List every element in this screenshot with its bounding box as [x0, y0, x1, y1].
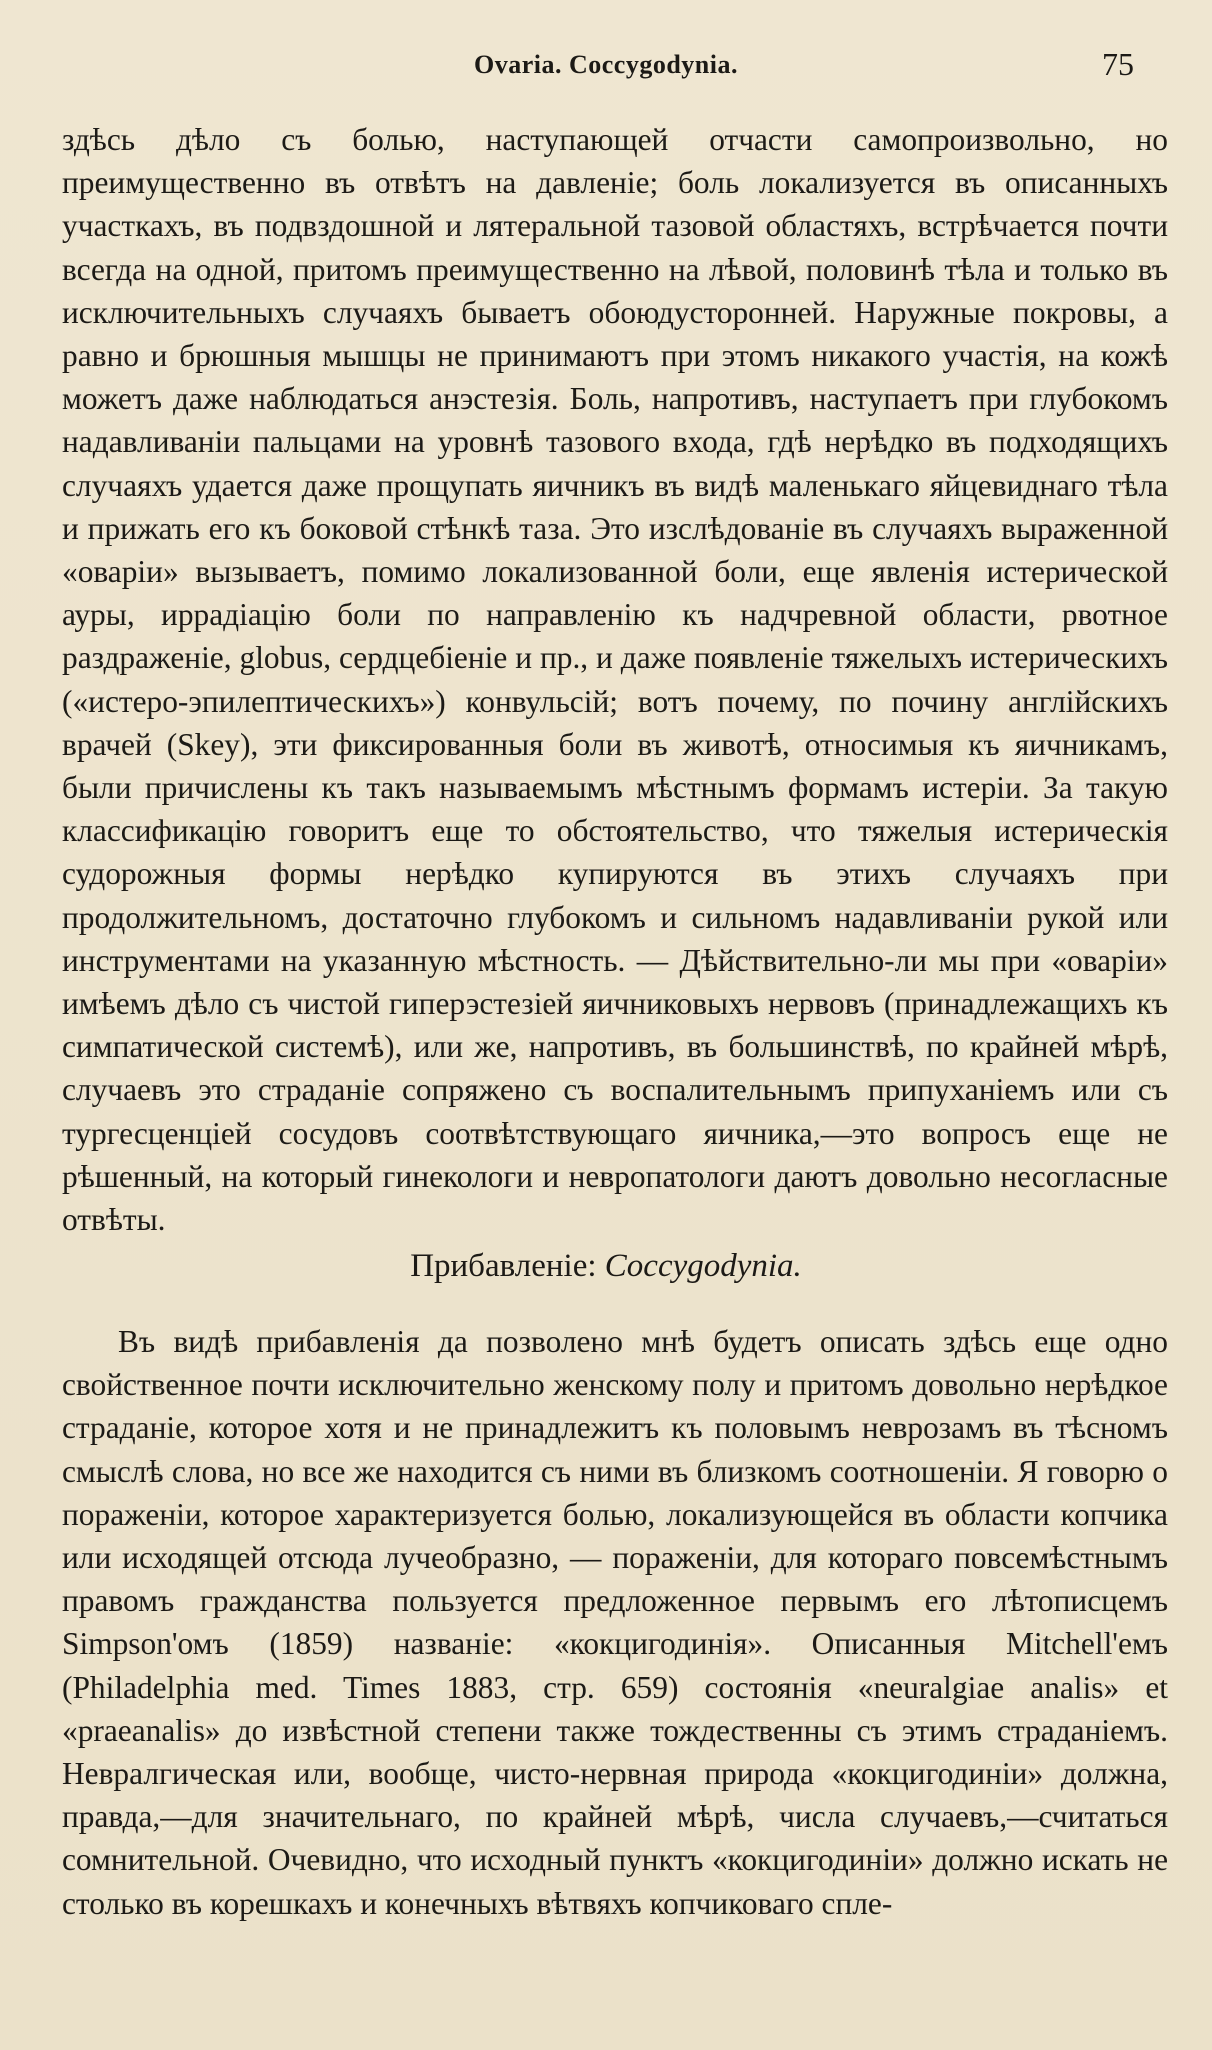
- section-heading-prefix: Прибавленіе:: [410, 1248, 605, 1284]
- body-paragraph: [62, 1320, 1168, 1925]
- section-heading: [0, 1248, 1212, 1285]
- running-title: Ovaria. Coccygodynia.: [474, 50, 738, 79]
- section-heading-latin: Coccygodynia.: [604, 1248, 802, 1284]
- paragraph-text: здѣсь дѣло съ болью, наступающей отчасти самопроизвольно, но преимущественно въ отвѣтъ на давленіе; боль локализуется въ описанныхъ участкахъ, въ подвздошной и лятеральной тазовой областяхъ, встрѣчается почти всегда на одной, притомъ преимущественно на лѣвой, половинѣ тѣла и только въ исключительныхъ случаяхъ бываетъ обоюдусторонней. Наружные покровы, а равно и брюшныя мышцы не принимаютъ при этомъ никакого участія, на кожѣ можетъ даже наблюдаться анэстезія. Боль, напротивъ, наступаетъ при глубокомъ надавливаніи пальцами на уровнѣ тазового входа, гдѣ нерѣдко въ подходящихъ случаяхъ удается даже прощупать яичникъ въ видѣ маленькаго яйцевиднаго тѣла и прижать его къ боковой стѣнкѣ таза. Это изслѣдованіе въ случаяхъ выраженной «оваріи» вызываетъ, помимо локализованной боли, еще явленія истерической ауры, иррадіацію боли по направленію къ надчревной области, рвотное раздраженіе, globus, сердцебіеніе и пр., и даже появленіе тяжелыхъ истерическихъ («истеро-эпилептическихъ») конвульсій; вотъ почему, по почину англійскихъ врачей (Skey), эти фиксированныя боли въ животѣ, относимыя къ яичникамъ, были причислены къ такъ называемымъ мѣстнымъ формамъ истеріи. За такую классификацію говоритъ еще то обстоятельство, что тяжелыя истерическія судорожныя формы нерѣдко купируются въ этихъ случаяхъ при продолжительномъ, достаточно глубокомъ и сильномъ надавливаніи рукой или инструментами на указанную мѣстность. — Дѣйствительно-ли мы при «оваріи» имѣемъ дѣло съ чистой гиперэстезіей яичниковыхъ нервовъ (принадлежащихъ къ симпатической системѣ), или же, напротивъ, въ большинствѣ, по крайней мѣрѣ, случаевъ это страданіе сопряжено съ воспалительнымъ припуханіемъ или съ тургесценціей сосудовъ соотвѣтствующаго яичника,—это вопросъ еще не рѣшенный, на который гинекологи и невропатологи даютъ довольно несогласные отвѣты.: [62, 122, 1168, 1238]
- page-number: 75: [1102, 46, 1134, 82]
- running-head: [0, 46, 1212, 90]
- paragraph-text: Въ видѣ прибавленія да позволено мнѣ будетъ описать здѣсь еще одно свойственное почти исключительно женскому полу и притомъ довольно нерѣдкое страданіе, которое хотя и не принадлежитъ къ половымъ неврозамъ въ тѣсномъ смыслѣ слова, но все же находится съ ними въ близкомъ соотношеніи. Я говорю о пораженіи, которое характеризуется болью, локализующейся въ области копчика или исходящей отсюда лучеобразно, — пораженіи, для котораго повсемѣстнымъ правомъ гражданства пользуется предложенное первымъ его лѣтописцемъ Simpson'омъ (1859) названіе: «кокцигодинія». Описанныя Mitchell'емъ (Philadelphia med. Times 1883, стр. 659) состоянія «neuralgiae analis» et «praeanalis» до извѣстной степени также тождественны съ этимъ страданіемъ. Невралгическая или, вообще, чисто-нервная природа «кокцигодиніи» должна, правда,—для значительнаго, по крайней мѣрѣ, числа случаевъ,—считаться сомнительной. Очевидно, что исходный пунктъ «кокцигодиніи» должно искать не столько въ корешкахъ и конечныхъ вѣтвяхъ копчиковаго спле-: [62, 1324, 1168, 1921]
- body-paragraph: [62, 118, 1168, 1241]
